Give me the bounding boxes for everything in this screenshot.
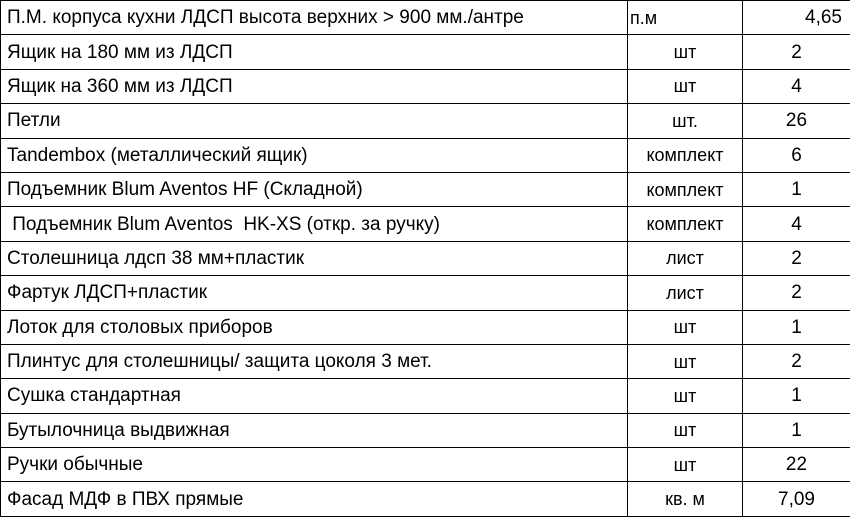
table-row [1,379,850,413]
item-qty-cell[interactable]: 2 [743,241,850,275]
item-name-cell[interactable]: Tandembox (металлический ящик) [1,138,628,172]
item-name-cell[interactable]: Подъемник Blum Aventos HK-XS (откр. за ручку) [1,207,628,241]
item-qty-cell[interactable]: 4 [743,207,850,241]
table-row [1,310,850,344]
item-name-cell[interactable]: Ящик на 360 мм из ЛДСП [1,69,628,103]
item-name-cell[interactable]: Бутылочница выдвижная [1,413,628,447]
item-unit-cell[interactable]: шт [628,413,743,447]
item-qty-cell[interactable]: 2 [743,344,850,378]
item-unit-cell[interactable]: шт [628,448,743,482]
item-unit-cell[interactable]: шт [628,35,743,69]
table-row [1,172,850,206]
item-qty-cell[interactable]: 1 [743,172,850,206]
table-row [1,344,850,378]
item-qty-cell[interactable]: 7,09 [743,482,850,516]
item-unit-cell[interactable]: комплект [628,172,743,206]
item-qty-cell[interactable]: 1 [743,310,850,344]
table-row [1,69,850,103]
item-qty-cell[interactable]: 6 [743,138,850,172]
item-name-cell[interactable]: П.М. корпуса кухни ЛДСП высота верхних > 900 мм./антре [1,1,628,35]
item-name-cell[interactable]: Лоток для столовых приборов [1,310,628,344]
item-unit-cell[interactable]: комплект [628,138,743,172]
item-unit-cell[interactable]: лист [628,241,743,275]
item-qty-cell[interactable]: 2 [743,276,850,310]
item-name-cell[interactable]: Ящик на 180 мм из ЛДСП [1,35,628,69]
item-qty-cell[interactable]: 1 [743,379,850,413]
table-row [1,207,850,241]
table-row [1,413,850,447]
item-name-cell[interactable]: Подъемник Blum Aventos HF (Складной) [1,172,628,206]
item-qty-cell[interactable]: 2 [743,35,850,69]
table-row [1,35,850,69]
item-unit-cell[interactable]: шт [628,344,743,378]
item-name-cell[interactable]: Фасад МДФ в ПВХ прямые [1,482,628,516]
table-row [1,138,850,172]
item-name-cell[interactable]: Столешница лдсп 38 мм+пластик [1,241,628,275]
table-row [1,241,850,275]
item-unit-cell[interactable]: лист [628,276,743,310]
table-row [1,482,850,516]
item-name-cell[interactable]: Плинтус для столешницы/ защита цоколя 3 мет. [1,344,628,378]
item-qty-cell[interactable]: 26 [743,104,850,138]
table-row [1,104,850,138]
item-name-cell[interactable]: Петли [1,104,628,138]
item-qty-cell[interactable]: 4,65 [743,1,850,35]
item-name-cell[interactable]: Фартук ЛДСП+пластик [1,276,628,310]
item-qty-cell[interactable]: 1 [743,413,850,447]
item-unit-cell[interactable]: шт [628,310,743,344]
table-row [1,276,850,310]
item-unit-cell[interactable]: п.м [628,1,743,35]
item-name-cell[interactable]: Сушка стандартная [1,379,628,413]
item-name-cell[interactable]: Ручки обычные [1,448,628,482]
item-unit-cell[interactable]: шт [628,379,743,413]
item-unit-cell[interactable]: комплект [628,207,743,241]
item-qty-cell[interactable]: 4 [743,69,850,103]
item-unit-cell[interactable]: шт [628,69,743,103]
table-row [1,1,850,35]
item-qty-cell[interactable]: 22 [743,448,850,482]
table-row [1,448,850,482]
item-unit-cell[interactable]: кв. м [628,482,743,516]
item-unit-cell[interactable]: шт. [628,104,743,138]
